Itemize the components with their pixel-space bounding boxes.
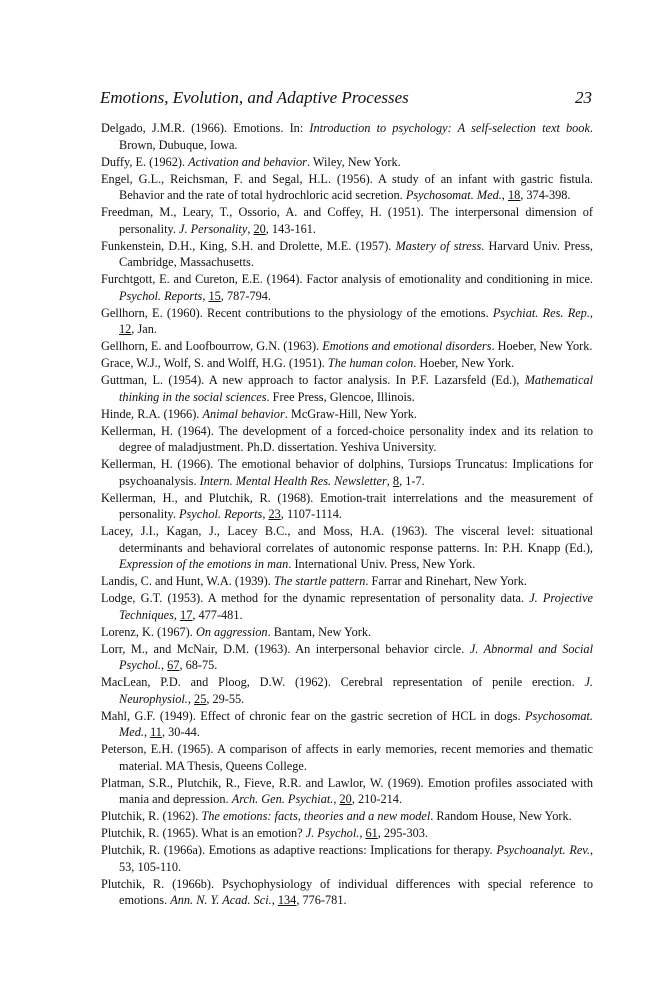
reference-text: , 374-398.	[520, 188, 571, 202]
reference-entry	[101, 825, 593, 842]
reference-volume: 61	[365, 826, 378, 840]
reference-text: Lorenz, K. (1967).	[101, 624, 196, 639]
reference-italic-title: Introduction to psychology: A self-selection text book	[309, 121, 590, 135]
reference-text: Gellhorn, E. and Loofbourrow, G.N. (1963).	[101, 339, 323, 353]
reference-italic-title: J. Psychol.	[305, 826, 360, 840]
reference-italic-title: On aggression	[195, 624, 268, 639]
reference-entry	[101, 876, 593, 909]
reference-italic-title: The human colon	[327, 356, 414, 370]
reference-text: , 68-75.	[179, 658, 218, 672]
reference-volume: 8	[392, 473, 400, 488]
reference-text: ,	[173, 607, 181, 622]
reference-entry	[101, 338, 593, 355]
reference-italic-title: Psychosomat. Med.	[119, 708, 593, 739]
reference-entry	[101, 456, 593, 489]
reference-text: Gellhorn, E. (1960). Recent contributions to the physiology of the emotions.	[101, 305, 493, 320]
reference-italic-title: Psychol. Reports	[179, 507, 263, 521]
reference-text: , 787-794.	[220, 288, 272, 303]
reference-text: Plutchik, R. (1962).	[101, 809, 202, 823]
reference-text: Platman, S.R., Plutchik, R., Fieve, R.R. and Lawlor, W. (1969). Emotion profiles associated with mania and depression.	[101, 775, 593, 806]
reference-entry	[101, 271, 593, 304]
reference-text: , 477-481.	[192, 607, 243, 622]
reference-entry	[101, 154, 593, 171]
reference-text: , 30-44.	[161, 725, 200, 739]
reference-text: Lodge, G.T. (1953). A method for the dynamic representation of personality data.	[101, 591, 530, 605]
reference-entry	[101, 708, 593, 741]
reference-entry	[101, 490, 593, 523]
reference-text: Peterson, E.H. (1965). A comparison of affects in early memories, recent memories and thematic material. MA Thesis, Queens College.	[101, 742, 593, 773]
reference-entry	[101, 674, 593, 707]
reference-text: , 29-55.	[206, 691, 245, 706]
running-head-title: Emotions, Evolution, and Adaptive Processes	[100, 88, 409, 107]
reference-italic-title: Psychol. Reports	[119, 288, 203, 303]
reference-volume: 23	[268, 507, 281, 521]
reference-entry	[101, 523, 593, 573]
reference-volume: 18	[507, 188, 521, 202]
reference-italic-title: Animal behavior	[202, 406, 285, 421]
reference-italic-title: J. Abnormal and Social Psychol.	[119, 641, 593, 672]
reference-volume: 11	[150, 725, 162, 739]
page-number: 23	[575, 88, 592, 107]
reference-text: . Wiley, New York.	[306, 154, 401, 169]
reference-text: . Hoeber, New York.	[491, 339, 593, 353]
reference-text: ,	[262, 507, 269, 521]
reference-text: Grace, W.J., Wolf, S. and Wolff, H.G. (1951).	[101, 356, 328, 370]
reference-text: . International Univ. Press, New York.	[288, 557, 476, 571]
reference-entry	[101, 842, 593, 875]
reference-entry	[101, 775, 593, 808]
reference-text: Plutchik, R. (1965). What is an emotion?	[101, 826, 306, 840]
reference-list	[101, 120, 593, 909]
reference-entry	[101, 171, 593, 204]
reference-text: , 295-303.	[377, 826, 428, 840]
reference-entry	[101, 590, 593, 623]
reference-entry	[101, 238, 593, 271]
reference-text: Furchtgott, E. and Cureton, E.E. (1964). Factor analysis of emotionality and conditioning in mice.	[101, 272, 593, 286]
reference-text: . Brown, Dubuque, Iowa.	[119, 121, 593, 152]
reference-text: Delgado, J.M.R. (1966). Emotions. In:	[101, 121, 310, 135]
reference-text: Funkenstein, D.H., King, S.H. and Drolette, M.E. (1957).	[101, 238, 396, 253]
reference-text: . Hoeber, New York.	[413, 356, 515, 370]
reference-italic-title: Psychiat. Res. Rep.	[492, 305, 590, 320]
reference-text: Freedman, M., Leary, T., Ossorio, A. and Coffey, H. (1951). The interpersonal dimension of personality.	[101, 205, 593, 236]
reference-italic-title: J. Neurophysiol.	[119, 675, 593, 706]
reference-italic-title: J. Personality	[179, 221, 248, 236]
reference-text: Mahl, G.F. (1949). Effect of chronic fear on the gastric secretion of HCL in dogs.	[101, 708, 526, 723]
reference-text: ,	[359, 826, 366, 840]
reference-text: ,	[333, 792, 340, 806]
reference-text: ,	[247, 221, 254, 236]
reference-text: . Farrar and Rinehart, New York.	[365, 574, 527, 588]
reference-text: Guttman, L. (1954). A new approach to factor analysis. In P.F. Lazarsfeld (Ed.),	[101, 373, 525, 387]
reference-text: ,	[589, 305, 593, 320]
reference-text: . McGraw-Hill, New York.	[284, 406, 417, 421]
reference-text: Engel, G.L., Reichsman, F. and Segal, H.L. (1956). A study of an infant with gastric fistula. Behavior and the rate of total hydrochloric acid secretion.	[101, 171, 593, 202]
reference-text: Duffy, E. (1962).	[101, 154, 189, 169]
reference-italic-title: Arch. Gen. Psychiat.	[231, 792, 334, 806]
reference-text: ,	[143, 725, 151, 739]
reference-text: ,	[386, 473, 393, 488]
reference-text: ,	[187, 691, 195, 706]
reference-italic-title: Psychosomat. Med.	[405, 188, 502, 202]
reference-text: . Free Press, Glencoe, Illinois.	[266, 389, 415, 404]
reference-italic-title: J. Projective Techniques	[119, 591, 593, 622]
reference-entry	[101, 641, 593, 674]
reference-entry	[101, 423, 593, 456]
reference-italic-title: Expression of the emotions in man	[119, 557, 289, 571]
reference-italic-title: Activation and behavior	[188, 154, 307, 169]
reference-entry	[101, 406, 593, 423]
reference-text: , 1107-1114.	[280, 507, 342, 521]
reference-text: Landis, C. and Hunt, W.A. (1939).	[101, 574, 274, 588]
reference-entry	[101, 808, 593, 825]
reference-entry	[101, 204, 593, 237]
reference-text: ,	[202, 288, 209, 303]
reference-italic-title: The emotions: facts, theories and a new model	[201, 809, 431, 823]
reference-text: Hinde, R.A. (1966).	[101, 406, 203, 421]
reference-text: Kellerman, H. (1966). The emotional behavior of dolphins, Tursiops Truncatus: Implications for psychoanalysis.	[101, 457, 593, 488]
reference-text: . Random House, New York.	[430, 809, 572, 823]
reference-text: Lorr, M., and McNair, D.M. (1963). An interpersonal behavior circle.	[101, 641, 470, 656]
reference-volume: 17	[180, 607, 193, 622]
reference-text: Lacey, J.I., Kagan, J., Lacey B.C., and Moss, H.A. (1963). The visceral level: situational determinants and behavioral correlates of autonomic response patterns. In: P.H. Knapp (Ed.),	[101, 524, 593, 555]
reference-entry	[101, 372, 593, 405]
reference-italic-title: Mathematical thinking in the social sciences	[119, 373, 593, 404]
reference-text: Kellerman, H. (1964). The development of a forced-choice personality index and its relation to degree of maladjustment. Ph.D. dissertation. Yeshiva University.	[101, 423, 593, 454]
reference-italic-title: Emotions and emotional disorders	[322, 339, 492, 353]
reference-text: . Bantam, New York.	[267, 624, 372, 639]
reference-entry	[101, 741, 593, 774]
reference-text: ,	[501, 188, 508, 202]
reference-text: MacLean, P.D. and Ploog, D.W. (1962). Cerebral representation of penile erection.	[101, 675, 585, 689]
reference-italic-title: The startle pattern	[273, 574, 366, 588]
reference-entry	[101, 305, 593, 338]
reference-volume: 20	[253, 221, 266, 236]
reference-entry	[101, 624, 593, 641]
reference-entry	[101, 355, 593, 372]
reference-italic-title: Mastery of stress	[395, 238, 482, 253]
reference-volume: 134	[277, 893, 297, 907]
reference-entry	[101, 120, 593, 153]
reference-text: , 776-781.	[296, 893, 347, 907]
reference-volume: 12	[119, 322, 132, 336]
reference-text: . Harvard Univ. Press, Cambridge, Massachusetts.	[119, 238, 593, 269]
running-head	[100, 88, 592, 108]
reference-text: ,	[161, 658, 168, 672]
reference-text: ,	[271, 893, 278, 907]
reference-text: Plutchik, R. (1966b). Psychophysiology of individual differences with special reference to emotions.	[101, 876, 593, 907]
reference-volume: 67	[167, 658, 180, 672]
reference-italic-title: Ann. N. Y. Acad. Sci.	[170, 893, 272, 907]
reference-volume: 15	[208, 288, 221, 303]
reference-text: , 210-214.	[351, 792, 403, 806]
reference-italic-title: Intern. Mental Health Res. Newsletter	[199, 473, 387, 488]
reference-text: Plutchik, R. (1966a). Emotions as adaptive reactions: Implications for therapy.	[101, 843, 497, 857]
reference-text: , 1-7.	[399, 473, 425, 488]
reference-entry	[101, 573, 593, 590]
reference-text: , Jan.	[131, 322, 157, 336]
reference-italic-title: Psychoanalyt. Rev.	[496, 843, 590, 857]
reference-text: , 143-161.	[265, 221, 316, 236]
reference-volume: 20	[339, 792, 352, 806]
reference-volume: 25	[194, 691, 207, 706]
reference-text: , 53, 105-110.	[119, 843, 594, 874]
reference-text: Kellerman, H., and Plutchik, R. (1968). Emotion-trait interrelations and the measurement of personality.	[101, 490, 593, 521]
